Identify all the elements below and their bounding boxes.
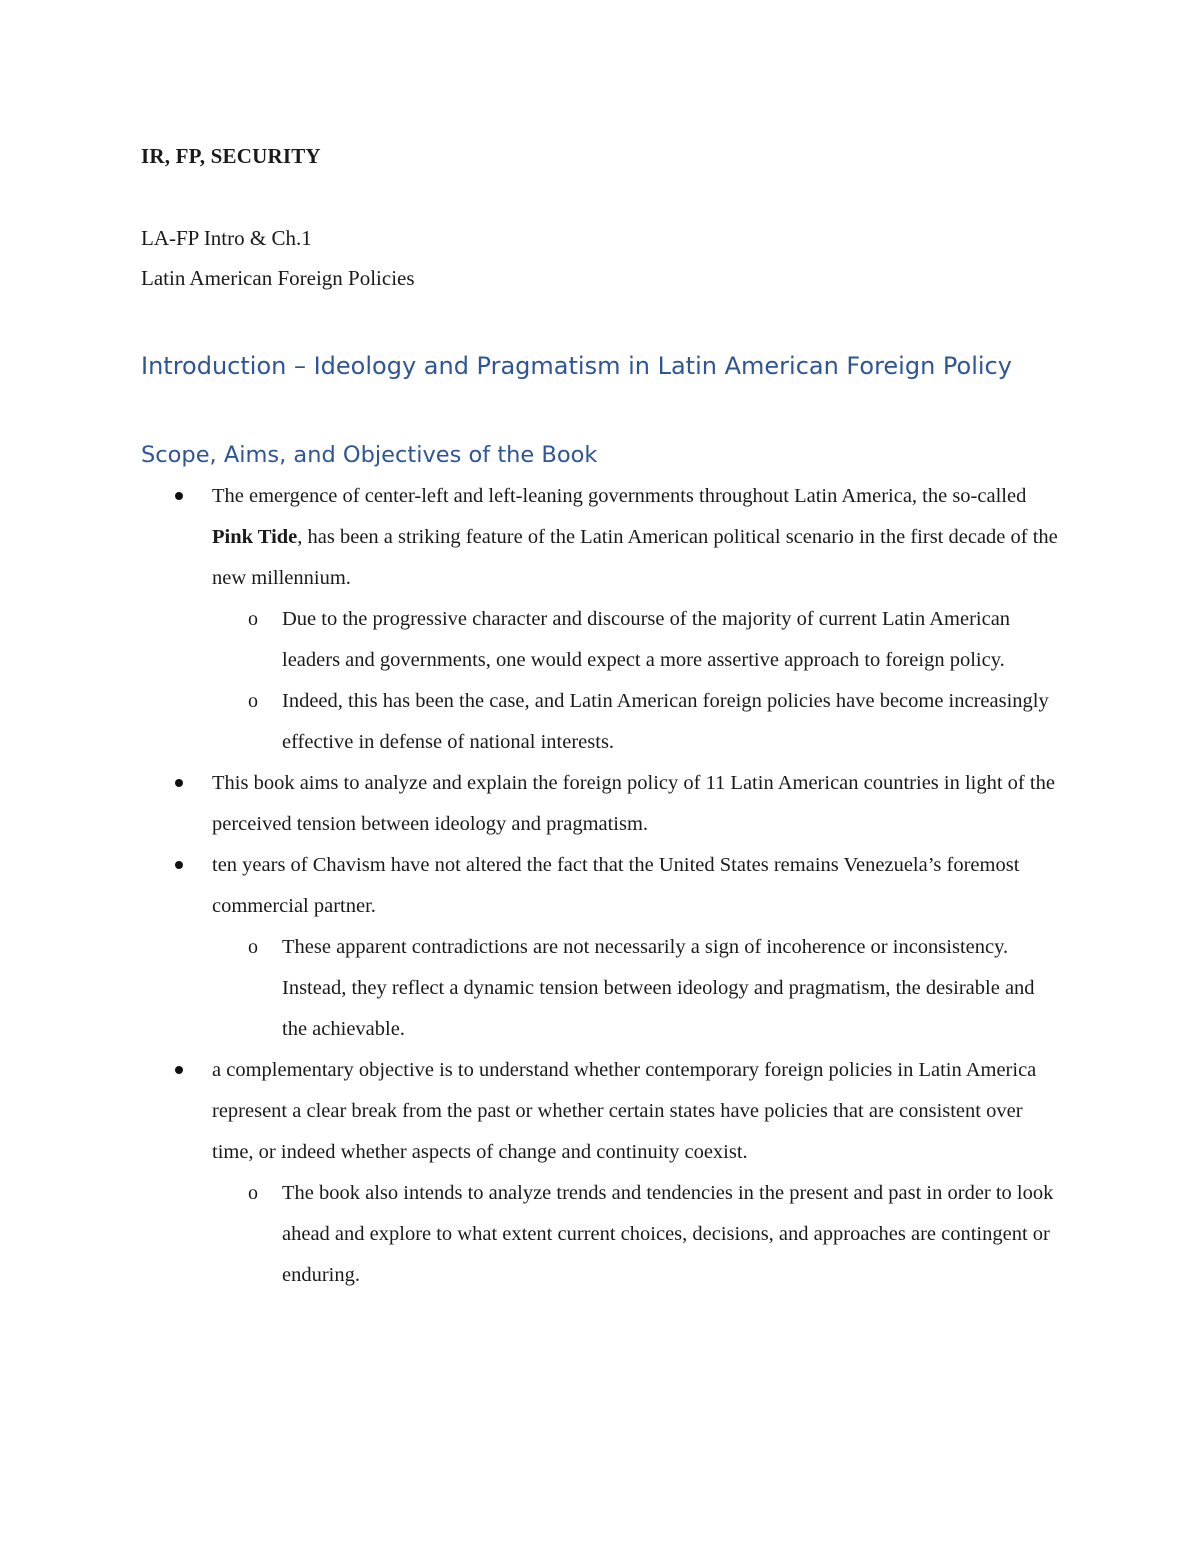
sub-list-item-text: These apparent contradictions are not necessarily a sign of incoherence or inconsistency. Instead, they reflect a dynamic tension between ideology and pragmatism, the desirable and the achievable. [282, 936, 1035, 1040]
sub-list-item [248, 927, 1057, 1050]
list-item-text: a complementary objective is to understand whether contemporary foreign policies in Latin America represent a clear break from the past or whether certain states have policies that are consistent over time, or indeed whether aspects of change and continuity coexist. [212, 1059, 1037, 1163]
course-reference: LA-FP Intro & Ch.1 [141, 226, 312, 250]
list-item-text: This book aims to analyze and explain the foreign policy of 11 Latin American countries in light of the perceived tension between ideology and pragmatism. [212, 772, 1055, 835]
bold-term: Pink Tide [212, 526, 298, 548]
list-item-text-continued: , has been a striking feature of the Latin American political scenario in the first decade of the new millennium. [212, 526, 1058, 589]
sub-list-item [248, 599, 1057, 681]
section-heading: Scope, Aims, and Objectives of the Book [141, 442, 598, 468]
sub-list-item [248, 1173, 1057, 1296]
sub-list-item-text: Due to the progressive character and discourse of the majority of current Latin American leaders and governments, one would expect a more assertive approach to foreign policy. [282, 608, 1011, 671]
sub-bullet-icon: o [248, 1182, 258, 1204]
list-item [212, 476, 1062, 599]
sub-bullet-icon: o [248, 936, 258, 958]
list-item [212, 763, 1062, 845]
list-item-text: ten years of Chavism have not altered the fact that the United States remains Venezuela’s foremost commercial partner. [212, 854, 1020, 917]
list-item [212, 845, 1062, 927]
sub-list-item-text: Indeed, this has been the case, and Latin American foreign policies have become increasingly effective in defense of national interests. [282, 690, 1049, 753]
sub-bullet-icon: o [248, 690, 258, 712]
document-tag-line: IR, FP, SECURITY [141, 144, 321, 168]
sub-list-item-text: The book also intends to analyze trends and tendencies in the present and past in order to look ahead and explore to what extent current choices, decisions, and approaches are contingent or enduring. [282, 1182, 1054, 1286]
list-item [212, 1050, 1062, 1173]
sub-list-item [248, 681, 1057, 763]
chapter-heading: Introduction – Ideology and Pragmatism in Latin American Foreign Policy [141, 352, 1012, 380]
sub-bullet-icon: o [248, 608, 258, 630]
list-item-text: The emergence of center-left and left-leaning governments throughout Latin America, the so-called [212, 485, 1027, 507]
book-title: Latin American Foreign Policies [141, 266, 415, 290]
notes-list [0, 476, 1200, 1296]
